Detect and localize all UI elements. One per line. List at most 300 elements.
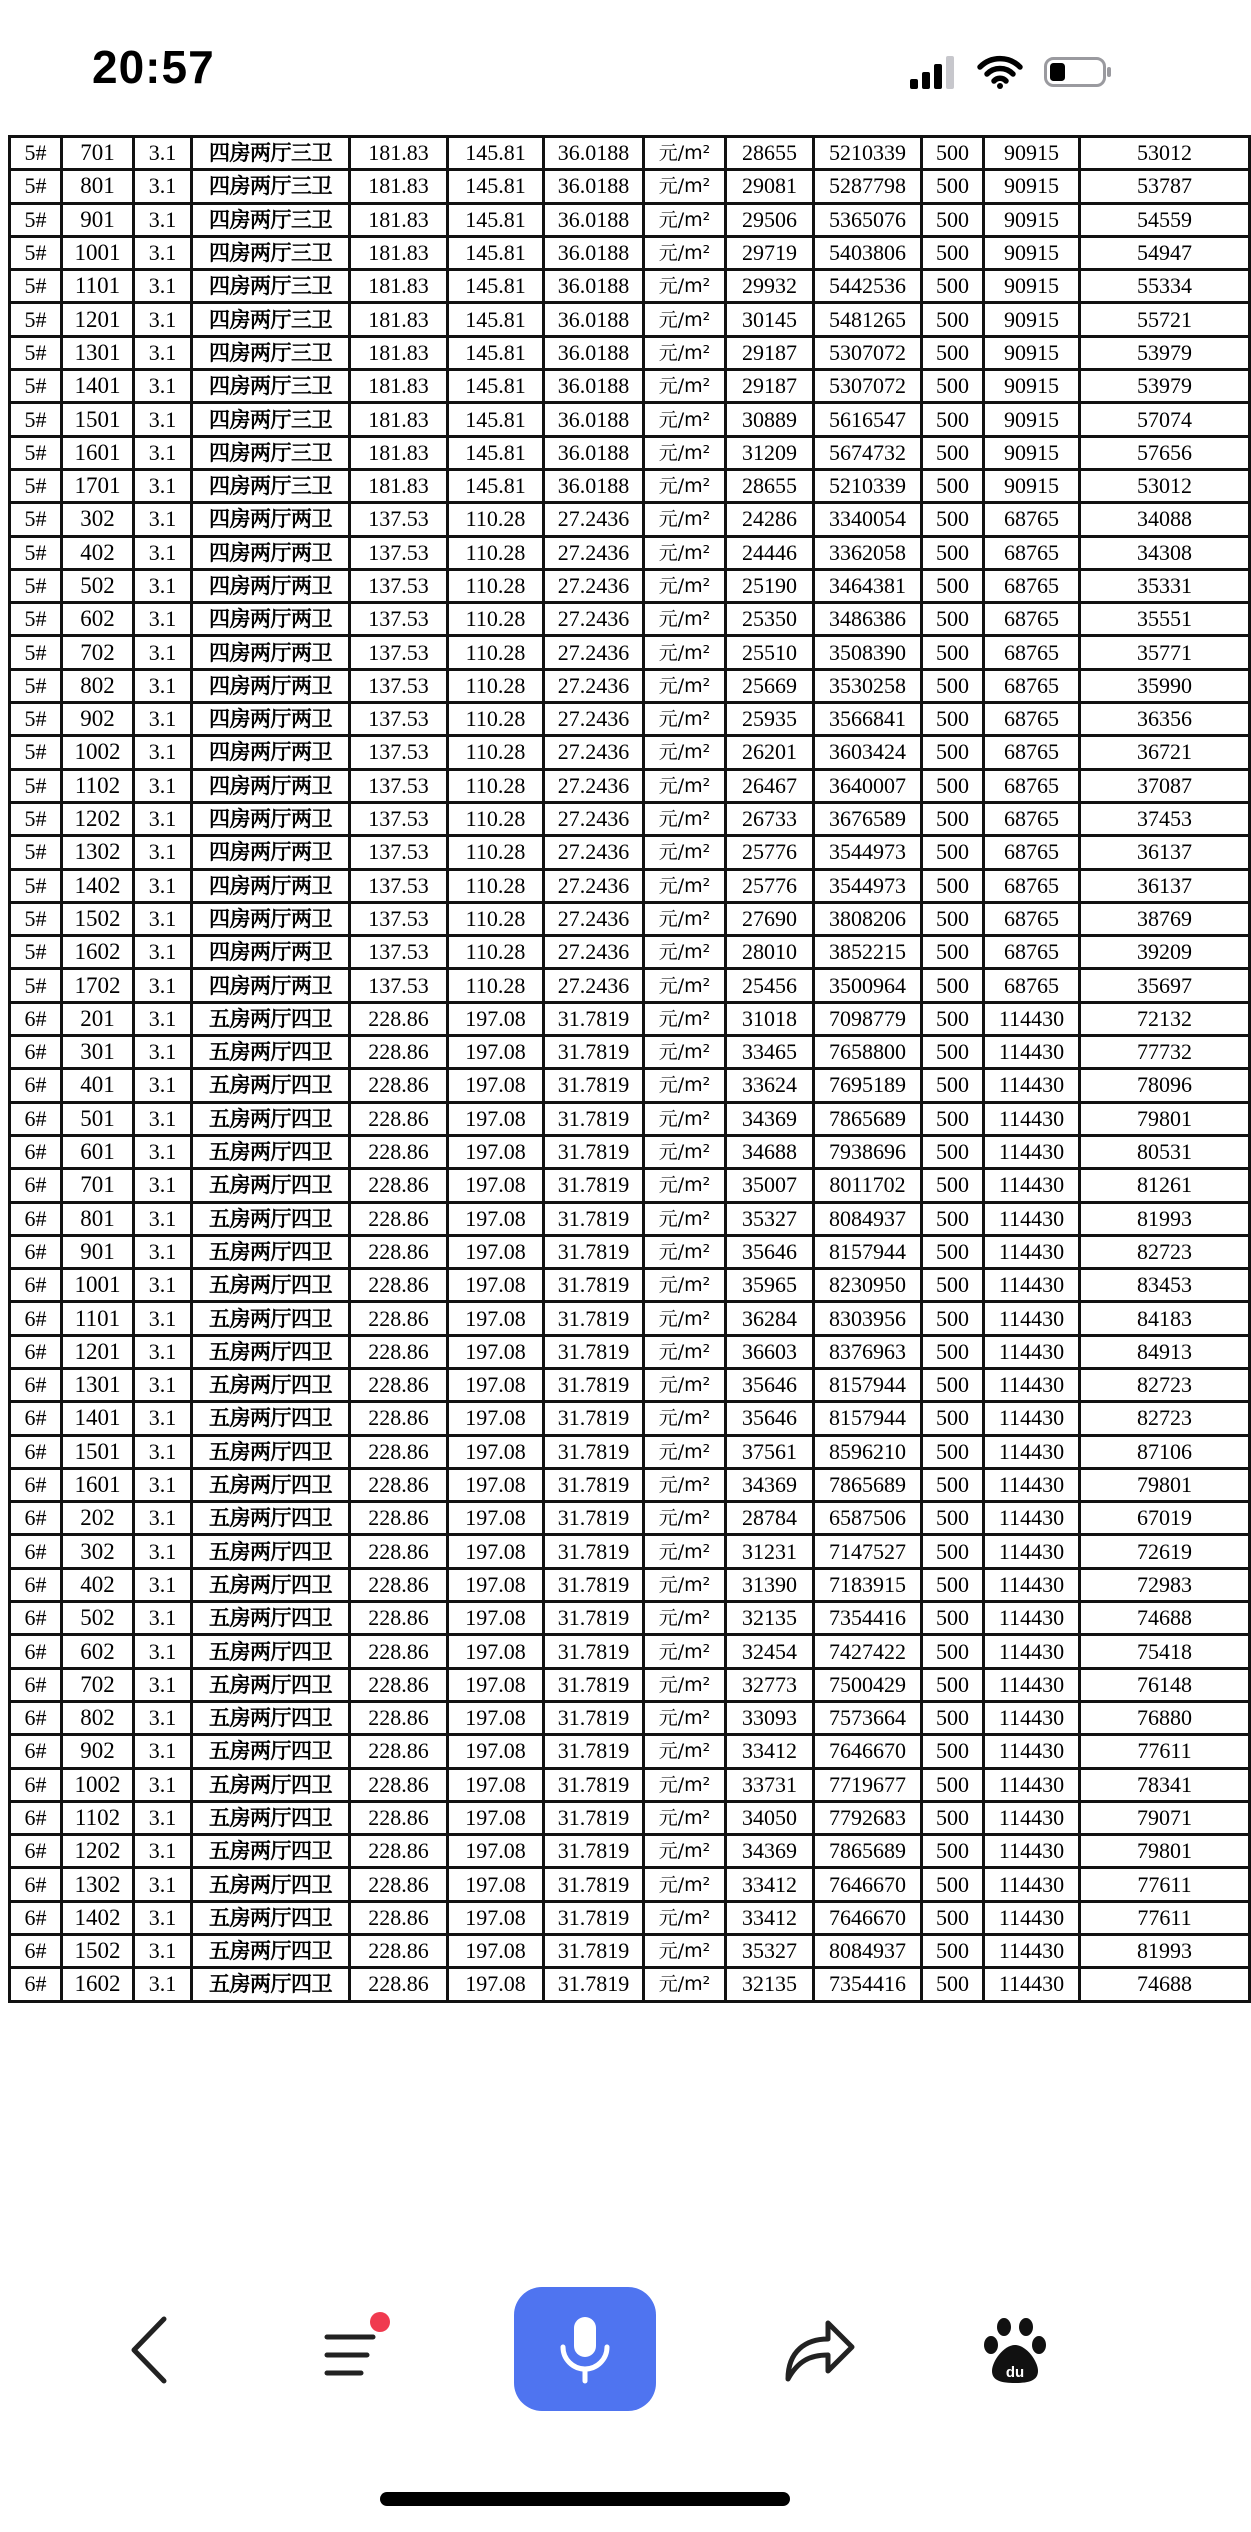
maintenance-fund-cell: 114430 bbox=[984, 1968, 1080, 2001]
unit-type-cell: 五房两厅四卫 bbox=[192, 1036, 350, 1069]
unit-label-cell: 元/m² bbox=[644, 1435, 726, 1468]
total-price-cell: 8303956 bbox=[814, 1302, 922, 1335]
room-cell: 1502 bbox=[62, 1935, 134, 1968]
unit-price-cell: 31231 bbox=[726, 1535, 814, 1568]
inner-area-cell: 197.08 bbox=[448, 1269, 544, 1302]
unit-type-cell: 四房两厅两卫 bbox=[192, 936, 350, 969]
room-cell: 802 bbox=[62, 669, 134, 702]
floor-height-cell: 3.1 bbox=[134, 270, 192, 303]
unit-type-cell: 五房两厅四卫 bbox=[192, 1801, 350, 1834]
building-area-cell: 137.53 bbox=[350, 869, 448, 902]
room-cell: 302 bbox=[62, 503, 134, 536]
deposit-cell: 34308 bbox=[1080, 536, 1250, 569]
maintenance-fund-cell: 68765 bbox=[984, 902, 1080, 935]
total-price-cell: 8157944 bbox=[814, 1235, 922, 1268]
table-row bbox=[10, 1002, 1250, 1035]
fee-cell: 500 bbox=[922, 1835, 984, 1868]
shared-area-cell: 36.0188 bbox=[544, 270, 644, 303]
unit-label-cell: 元/m² bbox=[644, 1868, 726, 1901]
floor-height-cell: 3.1 bbox=[134, 1968, 192, 2001]
unit-label-cell: 元/m² bbox=[644, 1235, 726, 1268]
table-row bbox=[10, 1968, 1250, 2001]
fee-cell: 500 bbox=[922, 1535, 984, 1568]
table-row bbox=[10, 936, 1250, 969]
total-price-cell: 7646670 bbox=[814, 1901, 922, 1934]
table-row bbox=[10, 1668, 1250, 1701]
building-cell: 6# bbox=[10, 1668, 62, 1701]
maintenance-fund-cell: 114430 bbox=[984, 1269, 1080, 1302]
building-cell: 6# bbox=[10, 1135, 62, 1168]
battery-icon bbox=[1044, 55, 1114, 89]
shared-area-cell: 36.0188 bbox=[544, 436, 644, 469]
unit-type-cell: 五房两厅四卫 bbox=[192, 1968, 350, 2001]
deposit-cell: 77611 bbox=[1080, 1735, 1250, 1768]
total-price-cell: 7658800 bbox=[814, 1036, 922, 1069]
room-cell: 1202 bbox=[62, 1835, 134, 1868]
inner-area-cell: 145.81 bbox=[448, 370, 544, 403]
inner-area-cell: 145.81 bbox=[448, 436, 544, 469]
total-price-cell: 8084937 bbox=[814, 1202, 922, 1235]
shared-area-cell: 31.7819 bbox=[544, 1169, 644, 1202]
building-area-cell: 137.53 bbox=[350, 902, 448, 935]
total-price-cell: 7573664 bbox=[814, 1701, 922, 1734]
inner-area-cell: 110.28 bbox=[448, 536, 544, 569]
table-row bbox=[10, 836, 1250, 869]
shared-area-cell: 31.7819 bbox=[544, 1768, 644, 1801]
unit-type-cell: 五房两厅四卫 bbox=[192, 1901, 350, 1934]
unit-type-cell: 五房两厅四卫 bbox=[192, 1635, 350, 1668]
shared-area-cell: 27.2436 bbox=[544, 636, 644, 669]
shared-area-cell: 31.7819 bbox=[544, 1135, 644, 1168]
maintenance-fund-cell: 68765 bbox=[984, 936, 1080, 969]
unit-label-cell: 元/m² bbox=[644, 603, 726, 636]
total-price-cell: 3808206 bbox=[814, 902, 922, 935]
unit-price-cell: 35327 bbox=[726, 1202, 814, 1235]
maintenance-fund-cell: 114430 bbox=[984, 1402, 1080, 1435]
unit-label-cell: 元/m² bbox=[644, 1368, 726, 1401]
inner-area-cell: 145.81 bbox=[448, 236, 544, 269]
floor-height-cell: 3.1 bbox=[134, 1635, 192, 1668]
room-cell: 1302 bbox=[62, 836, 134, 869]
maintenance-fund-cell: 114430 bbox=[984, 1901, 1080, 1934]
table-row bbox=[10, 1169, 1250, 1202]
unit-price-cell: 37561 bbox=[726, 1435, 814, 1468]
fee-cell: 500 bbox=[922, 1901, 984, 1934]
inner-area-cell: 145.81 bbox=[448, 203, 544, 236]
floor-height-cell: 3.1 bbox=[134, 1535, 192, 1568]
total-price-cell: 8157944 bbox=[814, 1402, 922, 1435]
maintenance-fund-cell: 90915 bbox=[984, 370, 1080, 403]
maintenance-fund-cell: 90915 bbox=[984, 170, 1080, 203]
maintenance-fund-cell: 114430 bbox=[984, 1069, 1080, 1102]
fee-cell: 500 bbox=[922, 1235, 984, 1268]
maintenance-fund-cell: 114430 bbox=[984, 1701, 1080, 1734]
fee-cell: 500 bbox=[922, 1801, 984, 1834]
deposit-cell: 72983 bbox=[1080, 1568, 1250, 1601]
building-area-cell: 137.53 bbox=[350, 536, 448, 569]
unit-price-cell: 35646 bbox=[726, 1235, 814, 1268]
unit-type-cell: 四房两厅两卫 bbox=[192, 902, 350, 935]
unit-type-cell: 四房两厅三卫 bbox=[192, 236, 350, 269]
back-button[interactable] bbox=[110, 2265, 190, 2435]
floor-height-cell: 3.1 bbox=[134, 403, 192, 436]
floor-height-cell: 3.1 bbox=[134, 869, 192, 902]
deposit-cell: 39209 bbox=[1080, 936, 1250, 969]
building-cell: 5# bbox=[10, 669, 62, 702]
table-row bbox=[10, 1435, 1250, 1468]
maintenance-fund-cell: 114430 bbox=[984, 1468, 1080, 1501]
building-area-cell: 228.86 bbox=[350, 1635, 448, 1668]
unit-label-cell: 元/m² bbox=[644, 769, 726, 802]
room-cell: 1401 bbox=[62, 370, 134, 403]
building-area-cell: 228.86 bbox=[350, 1901, 448, 1934]
unit-price-cell: 32454 bbox=[726, 1635, 814, 1668]
total-price-cell: 7183915 bbox=[814, 1568, 922, 1601]
unit-type-cell: 五房两厅四卫 bbox=[192, 1535, 350, 1568]
building-cell: 5# bbox=[10, 969, 62, 1002]
deposit-cell: 35551 bbox=[1080, 603, 1250, 636]
menu-button[interactable] bbox=[310, 2265, 400, 2435]
building-cell: 6# bbox=[10, 1435, 62, 1468]
maintenance-fund-cell: 68765 bbox=[984, 603, 1080, 636]
deposit-cell: 83453 bbox=[1080, 1269, 1250, 1302]
total-price-cell: 7938696 bbox=[814, 1135, 922, 1168]
table-row bbox=[10, 203, 1250, 236]
unit-label-cell: 元/m² bbox=[644, 1302, 726, 1335]
total-price-cell: 8230950 bbox=[814, 1269, 922, 1302]
unit-type-cell: 四房两厅三卫 bbox=[192, 469, 350, 502]
share-button[interactable] bbox=[775, 2265, 865, 2435]
total-price-cell: 5674732 bbox=[814, 436, 922, 469]
table-row bbox=[10, 703, 1250, 736]
building-cell: 5# bbox=[10, 203, 62, 236]
total-price-cell: 7865689 bbox=[814, 1835, 922, 1868]
unit-type-cell: 四房两厅两卫 bbox=[192, 802, 350, 835]
fee-cell: 500 bbox=[922, 869, 984, 902]
fee-cell: 500 bbox=[922, 836, 984, 869]
room-cell: 502 bbox=[62, 1602, 134, 1635]
floor-height-cell: 3.1 bbox=[134, 370, 192, 403]
building-cell: 6# bbox=[10, 1468, 62, 1501]
deposit-cell: 84183 bbox=[1080, 1302, 1250, 1335]
maintenance-fund-cell: 114430 bbox=[984, 1102, 1080, 1135]
room-cell: 1701 bbox=[62, 469, 134, 502]
building-area-cell: 228.86 bbox=[350, 1768, 448, 1801]
fee-cell: 500 bbox=[922, 1368, 984, 1401]
building-area-cell: 228.86 bbox=[350, 1735, 448, 1768]
deposit-cell: 37087 bbox=[1080, 769, 1250, 802]
baidu-button[interactable] bbox=[975, 2265, 1055, 2435]
table-row bbox=[10, 1901, 1250, 1934]
maintenance-fund-cell: 90915 bbox=[984, 336, 1080, 369]
unit-price-cell: 24446 bbox=[726, 536, 814, 569]
deposit-cell: 57074 bbox=[1080, 403, 1250, 436]
unit-price-cell: 25456 bbox=[726, 969, 814, 1002]
maintenance-fund-cell: 68765 bbox=[984, 669, 1080, 702]
floor-height-cell: 3.1 bbox=[134, 137, 192, 170]
unit-type-cell: 四房两厅两卫 bbox=[192, 836, 350, 869]
building-cell: 6# bbox=[10, 1535, 62, 1568]
deposit-cell: 53012 bbox=[1080, 137, 1250, 170]
inner-area-cell: 197.08 bbox=[448, 1435, 544, 1468]
shared-area-cell: 31.7819 bbox=[544, 1302, 644, 1335]
shared-area-cell: 27.2436 bbox=[544, 769, 644, 802]
room-cell: 502 bbox=[62, 569, 134, 602]
total-price-cell: 8596210 bbox=[814, 1435, 922, 1468]
unit-price-cell: 25510 bbox=[726, 636, 814, 669]
table-row bbox=[10, 1102, 1250, 1135]
unit-label-cell: 元/m² bbox=[644, 303, 726, 336]
fee-cell: 500 bbox=[922, 1768, 984, 1801]
building-area-cell: 228.86 bbox=[350, 1701, 448, 1734]
building-area-cell: 181.83 bbox=[350, 403, 448, 436]
table-row bbox=[10, 1935, 1250, 1968]
shared-area-cell: 31.7819 bbox=[544, 1935, 644, 1968]
fee-cell: 500 bbox=[922, 703, 984, 736]
inner-area-cell: 197.08 bbox=[448, 1635, 544, 1668]
deposit-cell: 67019 bbox=[1080, 1502, 1250, 1535]
fee-cell: 500 bbox=[922, 1102, 984, 1135]
deposit-cell: 81993 bbox=[1080, 1935, 1250, 1968]
deposit-cell: 80531 bbox=[1080, 1135, 1250, 1168]
maintenance-fund-cell: 114430 bbox=[984, 1135, 1080, 1168]
floor-height-cell: 3.1 bbox=[134, 669, 192, 702]
unit-label-cell: 元/m² bbox=[644, 536, 726, 569]
shared-area-cell: 36.0188 bbox=[544, 469, 644, 502]
room-cell: 801 bbox=[62, 170, 134, 203]
unit-type-cell: 四房两厅三卫 bbox=[192, 170, 350, 203]
unit-label-cell: 元/m² bbox=[644, 270, 726, 303]
unit-label-cell: 元/m² bbox=[644, 736, 726, 769]
inner-area-cell: 145.81 bbox=[448, 336, 544, 369]
deposit-cell: 37453 bbox=[1080, 802, 1250, 835]
shared-area-cell: 31.7819 bbox=[544, 1402, 644, 1435]
fee-cell: 500 bbox=[922, 1302, 984, 1335]
shared-area-cell: 31.7819 bbox=[544, 1835, 644, 1868]
maintenance-fund-cell: 90915 bbox=[984, 270, 1080, 303]
room-cell: 1201 bbox=[62, 1335, 134, 1368]
deposit-cell: 34088 bbox=[1080, 503, 1250, 536]
unit-type-cell: 四房两厅两卫 bbox=[192, 669, 350, 702]
building-cell: 5# bbox=[10, 603, 62, 636]
deposit-cell: 35331 bbox=[1080, 569, 1250, 602]
maintenance-fund-cell: 114430 bbox=[984, 1202, 1080, 1235]
unit-label-cell: 元/m² bbox=[644, 1535, 726, 1568]
baidu-paw-icon bbox=[982, 2315, 1048, 2385]
fee-cell: 500 bbox=[922, 1135, 984, 1168]
floor-height-cell: 3.1 bbox=[134, 1735, 192, 1768]
building-cell: 5# bbox=[10, 836, 62, 869]
inner-area-cell: 197.08 bbox=[448, 1368, 544, 1401]
building-area-cell: 228.86 bbox=[350, 1202, 448, 1235]
building-cell: 5# bbox=[10, 370, 62, 403]
building-area-cell: 137.53 bbox=[350, 703, 448, 736]
unit-label-cell: 元/m² bbox=[644, 336, 726, 369]
floor-height-cell: 3.1 bbox=[134, 569, 192, 602]
unit-label-cell: 元/m² bbox=[644, 1502, 726, 1535]
table-row bbox=[10, 1368, 1250, 1401]
inner-area-cell: 145.81 bbox=[448, 137, 544, 170]
unit-price-cell: 35007 bbox=[726, 1169, 814, 1202]
fee-cell: 500 bbox=[922, 336, 984, 369]
building-area-cell: 228.86 bbox=[350, 1302, 448, 1335]
maintenance-fund-cell: 90915 bbox=[984, 236, 1080, 269]
floor-height-cell: 3.1 bbox=[134, 1302, 192, 1335]
floor-height-cell: 3.1 bbox=[134, 1935, 192, 1968]
building-area-cell: 228.86 bbox=[350, 1069, 448, 1102]
floor-height-cell: 3.1 bbox=[134, 736, 192, 769]
table-row bbox=[10, 1868, 1250, 1901]
unit-price-cell: 28655 bbox=[726, 137, 814, 170]
unit-type-cell: 四房两厅两卫 bbox=[192, 569, 350, 602]
total-price-cell: 3544973 bbox=[814, 869, 922, 902]
deposit-cell: 77732 bbox=[1080, 1036, 1250, 1069]
svg-text:du: du bbox=[1005, 2364, 1025, 2381]
total-price-cell: 8157944 bbox=[814, 1368, 922, 1401]
home-indicator[interactable] bbox=[380, 2492, 790, 2506]
shared-area-cell: 31.7819 bbox=[544, 1602, 644, 1635]
fee-cell: 500 bbox=[922, 170, 984, 203]
unit-type-cell: 五房两厅四卫 bbox=[192, 1169, 350, 1202]
maintenance-fund-cell: 68765 bbox=[984, 802, 1080, 835]
unit-label-cell: 元/m² bbox=[644, 1036, 726, 1069]
unit-price-cell: 34369 bbox=[726, 1835, 814, 1868]
fee-cell: 500 bbox=[922, 1868, 984, 1901]
total-price-cell: 7719677 bbox=[814, 1768, 922, 1801]
table-row bbox=[10, 403, 1250, 436]
inner-area-cell: 197.08 bbox=[448, 1568, 544, 1601]
deposit-cell: 74688 bbox=[1080, 1602, 1250, 1635]
floor-height-cell: 3.1 bbox=[134, 1502, 192, 1535]
unit-type-cell: 五房两厅四卫 bbox=[192, 1202, 350, 1235]
total-price-cell: 7792683 bbox=[814, 1801, 922, 1834]
table-row bbox=[10, 1502, 1250, 1535]
deposit-cell: 81261 bbox=[1080, 1169, 1250, 1202]
building-area-cell: 181.83 bbox=[350, 436, 448, 469]
building-area-cell: 228.86 bbox=[350, 1535, 448, 1568]
unit-price-cell: 26733 bbox=[726, 802, 814, 835]
deposit-cell: 36721 bbox=[1080, 736, 1250, 769]
unit-price-cell: 24286 bbox=[726, 503, 814, 536]
shared-area-cell: 27.2436 bbox=[544, 703, 644, 736]
total-price-cell: 7098779 bbox=[814, 1002, 922, 1035]
room-cell: 1301 bbox=[62, 1368, 134, 1401]
room-cell: 701 bbox=[62, 1169, 134, 1202]
table-row bbox=[10, 1202, 1250, 1235]
voice-input-button[interactable] bbox=[514, 2287, 656, 2411]
inner-area-cell: 197.08 bbox=[448, 1202, 544, 1235]
floor-height-cell: 3.1 bbox=[134, 802, 192, 835]
table-row bbox=[10, 236, 1250, 269]
microphone-icon bbox=[555, 2311, 615, 2387]
fee-cell: 500 bbox=[922, 203, 984, 236]
building-cell: 6# bbox=[10, 1868, 62, 1901]
building-area-cell: 137.53 bbox=[350, 503, 448, 536]
maintenance-fund-cell: 114430 bbox=[984, 1535, 1080, 1568]
unit-price-cell: 26201 bbox=[726, 736, 814, 769]
total-price-cell: 5287798 bbox=[814, 170, 922, 203]
unit-type-cell: 五房两厅四卫 bbox=[192, 1935, 350, 1968]
building-area-cell: 228.86 bbox=[350, 1102, 448, 1135]
inner-area-cell: 110.28 bbox=[448, 902, 544, 935]
building-cell: 5# bbox=[10, 736, 62, 769]
fee-cell: 500 bbox=[922, 936, 984, 969]
room-cell: 902 bbox=[62, 703, 134, 736]
building-cell: 6# bbox=[10, 1901, 62, 1934]
inner-area-cell: 197.08 bbox=[448, 1801, 544, 1834]
inner-area-cell: 145.81 bbox=[448, 303, 544, 336]
building-cell: 6# bbox=[10, 1568, 62, 1601]
fee-cell: 500 bbox=[922, 536, 984, 569]
shared-area-cell: 27.2436 bbox=[544, 736, 644, 769]
building-area-cell: 228.86 bbox=[350, 1269, 448, 1302]
deposit-cell: 82723 bbox=[1080, 1402, 1250, 1435]
shared-area-cell: 36.0188 bbox=[544, 303, 644, 336]
shared-area-cell: 27.2436 bbox=[544, 536, 644, 569]
unit-type-cell: 五房两厅四卫 bbox=[192, 1235, 350, 1268]
total-price-cell: 5481265 bbox=[814, 303, 922, 336]
floor-height-cell: 3.1 bbox=[134, 1002, 192, 1035]
unit-label-cell: 元/m² bbox=[644, 1668, 726, 1701]
floor-height-cell: 3.1 bbox=[134, 170, 192, 203]
unit-type-cell: 四房两厅三卫 bbox=[192, 436, 350, 469]
inner-area-cell: 197.08 bbox=[448, 1335, 544, 1368]
building-cell: 6# bbox=[10, 1002, 62, 1035]
maintenance-fund-cell: 114430 bbox=[984, 1335, 1080, 1368]
fee-cell: 500 bbox=[922, 569, 984, 602]
shared-area-cell: 31.7819 bbox=[544, 1901, 644, 1934]
unit-price-cell: 32135 bbox=[726, 1602, 814, 1635]
inner-area-cell: 197.08 bbox=[448, 1935, 544, 1968]
table-row bbox=[10, 270, 1250, 303]
table-row bbox=[10, 1768, 1250, 1801]
inner-area-cell: 197.08 bbox=[448, 1502, 544, 1535]
unit-label-cell: 元/m² bbox=[644, 1402, 726, 1435]
floor-height-cell: 3.1 bbox=[134, 436, 192, 469]
room-cell: 501 bbox=[62, 1102, 134, 1135]
unit-label-cell: 元/m² bbox=[644, 569, 726, 602]
building-cell: 5# bbox=[10, 936, 62, 969]
unit-price-cell: 29719 bbox=[726, 236, 814, 269]
shared-area-cell: 36.0188 bbox=[544, 403, 644, 436]
bottom-toolbar bbox=[0, 2265, 1170, 2435]
building-cell: 5# bbox=[10, 569, 62, 602]
building-cell: 5# bbox=[10, 236, 62, 269]
table-row bbox=[10, 1302, 1250, 1335]
floor-height-cell: 3.1 bbox=[134, 902, 192, 935]
inner-area-cell: 110.28 bbox=[448, 836, 544, 869]
floor-height-cell: 3.1 bbox=[134, 1768, 192, 1801]
shared-area-cell: 31.7819 bbox=[544, 1335, 644, 1368]
inner-area-cell: 197.08 bbox=[448, 1302, 544, 1335]
shared-area-cell: 31.7819 bbox=[544, 1968, 644, 2001]
building-cell: 6# bbox=[10, 1269, 62, 1302]
fee-cell: 500 bbox=[922, 436, 984, 469]
unit-label-cell: 元/m² bbox=[644, 1768, 726, 1801]
unit-price-cell: 32773 bbox=[726, 1668, 814, 1701]
floor-height-cell: 3.1 bbox=[134, 1169, 192, 1202]
table-row bbox=[10, 1602, 1250, 1635]
building-area-cell: 228.86 bbox=[350, 1502, 448, 1535]
building-area-cell: 228.86 bbox=[350, 1135, 448, 1168]
unit-price-cell: 33093 bbox=[726, 1701, 814, 1734]
fee-cell: 500 bbox=[922, 636, 984, 669]
building-cell: 5# bbox=[10, 336, 62, 369]
unit-label-cell: 元/m² bbox=[644, 1901, 726, 1934]
table-row bbox=[10, 170, 1250, 203]
deposit-cell: 54559 bbox=[1080, 203, 1250, 236]
room-cell: 1601 bbox=[62, 436, 134, 469]
